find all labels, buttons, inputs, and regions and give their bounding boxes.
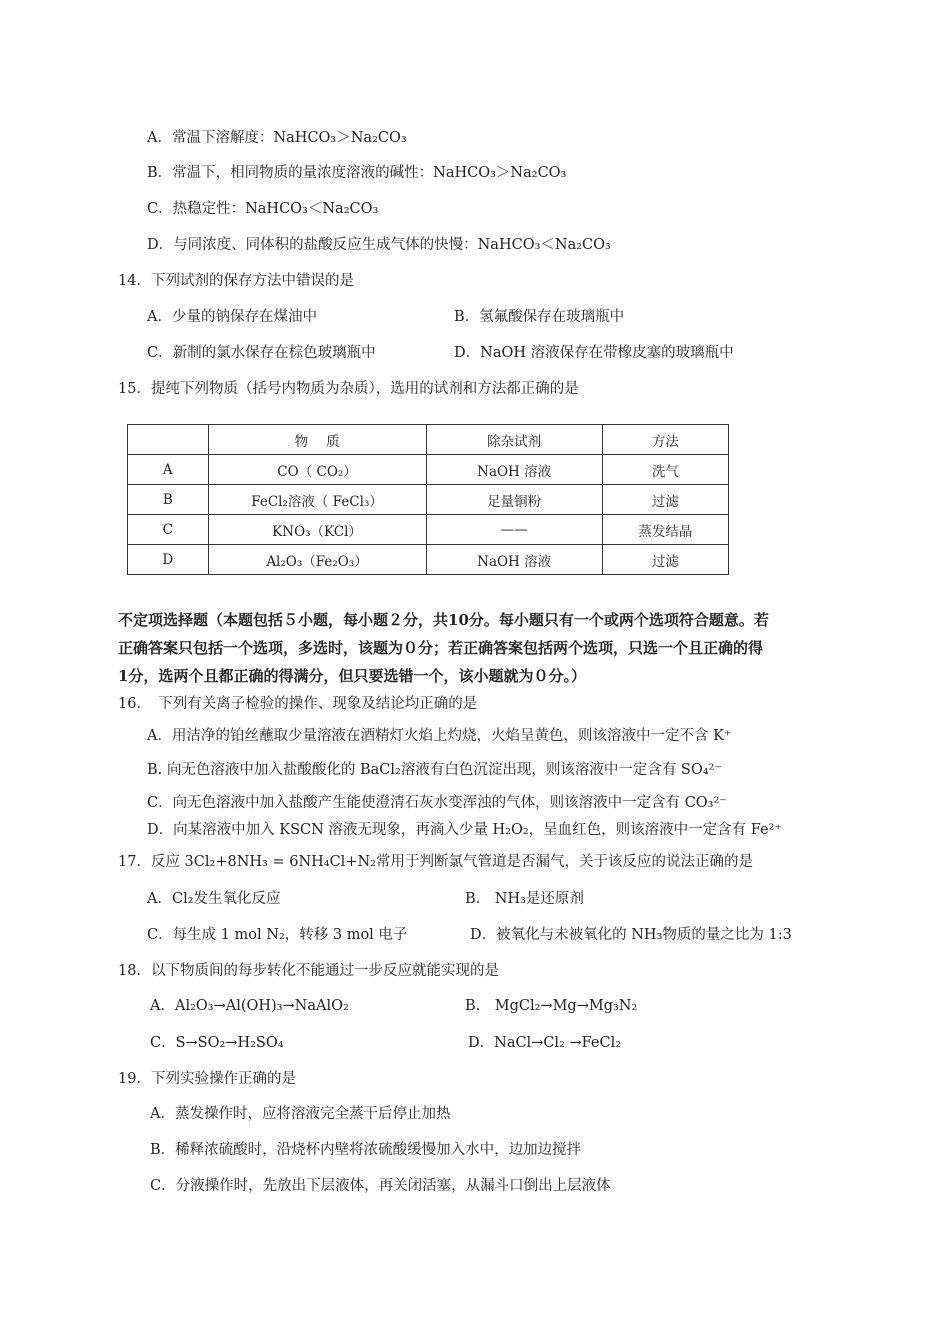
table-cell: KNO₃（KCl） [208, 515, 426, 545]
q16-option-d: D．向某溶液中加入 KSCN 溶液无现象，再滴入少量 H₂O₂，呈血红色，则该溶液中一定含有 Fe²⁺ [147, 822, 783, 838]
q16-option-b: B. 向无色溶液中加入盐酸酸化的 BaCl₂溶液有白色沉淀出现，则该溶液中一定含有 SO₄²⁻ [147, 762, 723, 778]
table-cell: A [128, 455, 209, 485]
q19-option-c: C．分液操作时，先放出下层液体，再关闭活塞，从漏斗口倒出上层液体 [150, 1178, 611, 1194]
table-row [128, 455, 729, 485]
table-header-cell: 物 质 [208, 425, 426, 455]
table-row [128, 485, 729, 515]
table-cell: FeCl₂溶液（ FeCl₃） [208, 485, 426, 515]
q17-option-b: B. NH₃是还原剂 [465, 891, 584, 907]
table-header-cell: 方法 [602, 425, 728, 455]
q15-stem: 15．提纯下列物质（括号内物质为杂质），选用的试剂和方法都正确的是 [118, 381, 579, 397]
q16-option-a: A．用洁净的铂丝蘸取少量溶液在酒精灯火焰上灼烧，火焰呈黄色，则该溶液中一定不含 K⁺ [147, 728, 732, 744]
q17-stem: 17．反应 3Cl₂+8NH₃ = 6NH₄Cl+N₂常用于判断氯气管道是否漏气，关于该反应的说法正确的是 [118, 854, 753, 870]
table-header-cell: 除杂试剂 [426, 425, 602, 455]
q14-option-b: B．氢氟酸保存在玻璃瓶中 [454, 309, 625, 325]
q18-option-a: A．Al₂O₃→Al(OH)₃→NaAlO₂ [150, 998, 349, 1014]
q19-option-a: A．蒸发操作时，应将溶液完全蒸干后停止加热 [150, 1106, 451, 1122]
q18-option-d: D．NaCl→Cl₂ →FeCl₂ [468, 1035, 622, 1051]
table-cell: 洗气 [602, 455, 728, 485]
table-cell: NaOH 溶液 [426, 455, 602, 485]
table-cell: Al₂O₃（Fe₂O₃） [208, 545, 426, 575]
q15-table [127, 424, 729, 575]
q19-option-b: B．稀释浓硫酸时，沿烧杯内壁将浓硫酸缓慢加入水中，边加边搅拌 [150, 1142, 582, 1158]
q14-stem: 14．下列试剂的保存方法中错误的是 [118, 273, 354, 289]
table-cell: 过滤 [602, 545, 728, 575]
table-header-row [128, 425, 729, 455]
q13-option-b: B．常温下，相同物质的量浓度溶液的碱性：NaHCO₃＞Na₂CO₃ [147, 165, 567, 181]
q18-option-b: B. MgCl₂→Mg→Mg₃N₂ [465, 998, 638, 1014]
q18-option-c: C．S→SO₂→H₂SO₄ [150, 1035, 284, 1051]
table-cell: CO（ CO₂） [208, 455, 426, 485]
table-row [128, 515, 729, 545]
q13-option-a: A．常温下溶解度：NaHCO₃＞Na₂CO₃ [147, 130, 407, 146]
q14-option-c: C．新制的氯水保存在棕色玻璃瓶中 [147, 345, 376, 361]
table-cell: 过滤 [602, 485, 728, 515]
table-cell: 蒸发结晶 [602, 515, 728, 545]
q13-option-c: C．热稳定性：NaHCO₃＜Na₂CO₃ [147, 201, 379, 217]
table-cell: B [128, 485, 209, 515]
q14-option-d: D．NaOH 溶液保存在带橡皮塞的玻璃瓶中 [454, 345, 734, 361]
table-row [128, 545, 729, 575]
table-cell: —— [426, 515, 602, 545]
q14-option-a: A．少量的钠保存在煤油中 [147, 309, 317, 325]
q17-option-d: D．被氧化与未被氧化的 NH₃物质的量之比为 1:3 [470, 927, 792, 943]
q13-option-d: D．与同浓度、同体积的盐酸反应生成气体的快慢：NaHCO₃＜Na₂CO₃ [147, 237, 611, 253]
table-header-cell [128, 425, 209, 455]
section-instructions-line2: 正确答案只包括一个选项，多选时，该题为０分；若正确答案包括两个选项，只选一个且正确的得 [118, 639, 764, 657]
q17-option-a: A．Cl₂发生氧化反应 [147, 891, 281, 907]
q17-option-c: C．每生成 1 mol N₂，转移 3 mol 电子 [147, 927, 408, 943]
q16-option-c: C．向无色溶液中加入盐酸产生能使澄清石灰水变浑浊的气体，则该溶液中一定含有 CO₃²⁻ [147, 795, 727, 811]
q19-stem: 19．下列实验操作正确的是 [118, 1071, 296, 1087]
table-cell: C [128, 515, 209, 545]
table-cell: D [128, 545, 209, 575]
table-cell: 足量铜粉 [426, 485, 602, 515]
q16-stem: 16． 下列有关离子检验的操作、现象及结论均正确的是 [118, 696, 478, 712]
table-cell: NaOH 溶液 [426, 545, 602, 575]
q18-stem: 18．以下物质间的每步转化不能通过一步反应就能实现的是 [118, 963, 499, 979]
section-instructions-line1: 不定项选择题（本题包括５小题，每小题２分，共10分。每小题只有一个或两个选项符合题意。若 [118, 611, 769, 629]
section-instructions-line3: 1分，选两个且都正确的得满分，但只要选错一个，该小题就为０分。） [118, 667, 586, 685]
